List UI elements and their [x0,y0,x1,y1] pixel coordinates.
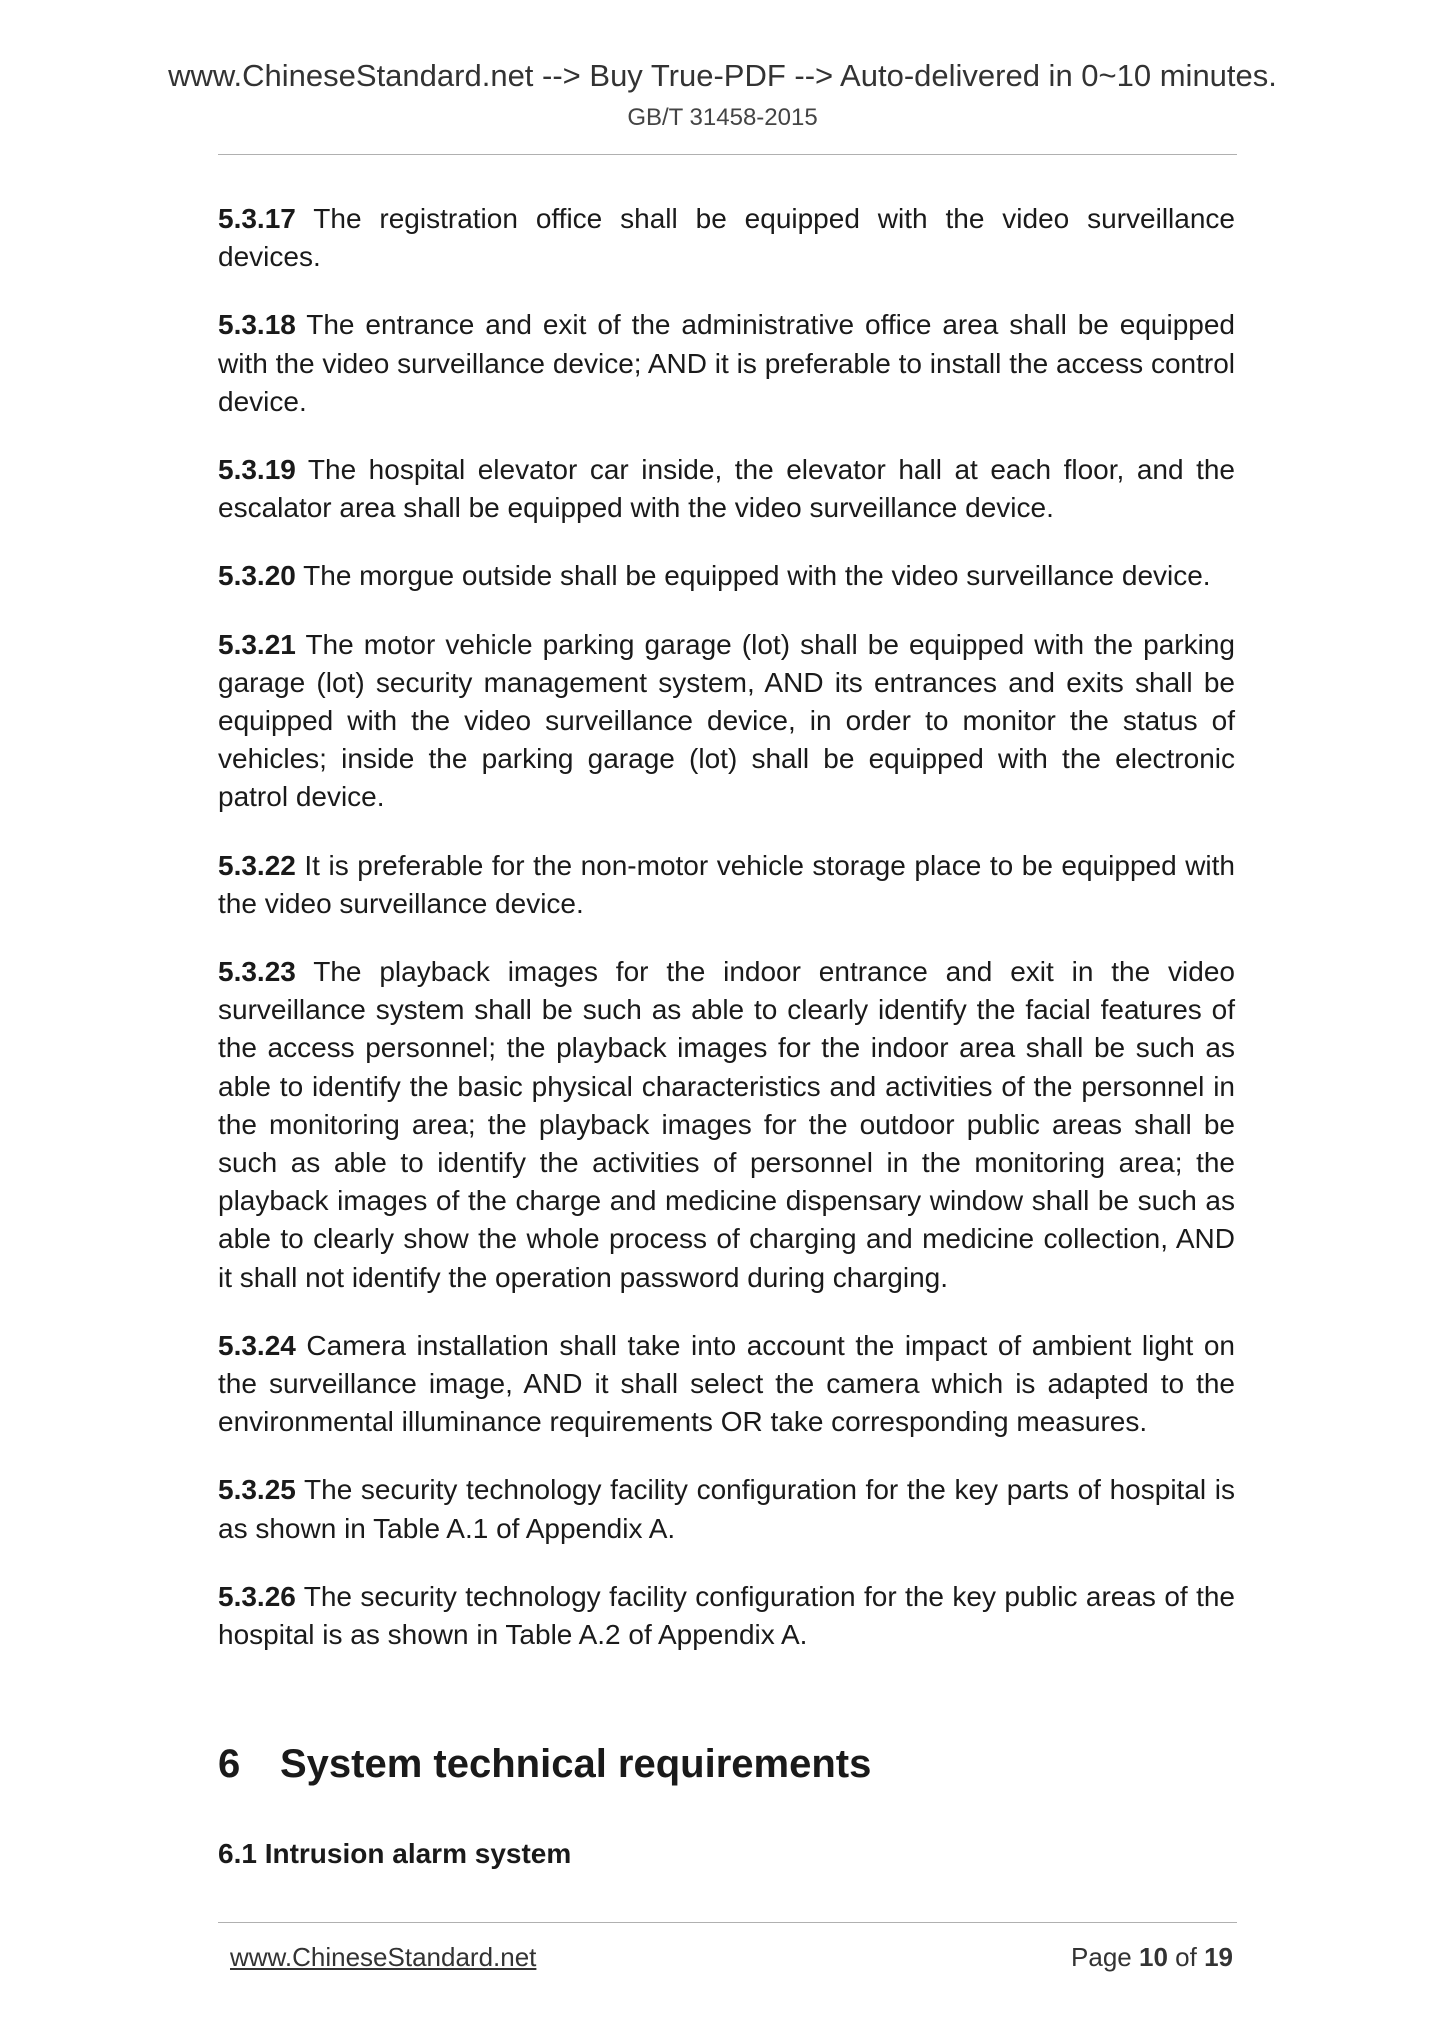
clause-text: The playback images for the indoor entrance and exit in the video surveillance system shall be such as able to clearly identify the facial features of the access personnel; the playback images for the indoor area shall be such as able to identify the basic physical characteristics and activities of the personnel in the monitoring area; the playback images for the outdoor public areas shall be such as able to identify the activities of personnel in the monitoring area; the playback images of the charge and medicine dispensary window shall be such as able to clearly show the whole process of charging and medicine collection, AND it shall not identify the operation password during charging. [218,956,1235,1293]
clause-5-3-24 [218,1327,1235,1442]
document-body [218,200,1235,1684]
header-divider [218,154,1237,155]
clause-text: It is preferable for the non-motor vehicle storage place to be equipped with the video surveillance device. [218,849,1235,919]
clause-number: 5.3.20 [218,560,296,592]
clause-5-3-21 [218,626,1235,817]
clause-5-3-25 [218,1471,1235,1547]
clause-number: 5.3.22 [218,849,296,881]
clause-number: 5.3.23 [218,956,296,988]
header-standard-number: GB/T 31458-2015 [627,104,818,131]
section-title: System technical requirements [280,1742,872,1786]
footer-divider [218,1922,1237,1923]
footer-site-link[interactable]: www.ChineseStandard.net [230,1942,537,1972]
section-number: 6 [218,1742,241,1786]
clause-5-3-19 [218,451,1235,527]
page-prefix: Page [1071,1942,1132,1972]
clause-text: The security technology facility configuration for the key public areas of the hospital is as shown in Table A.2 of Appendix A. [218,1580,1235,1651]
clause-text: The registration office shall be equipped with the video surveillance devices. [218,203,1235,273]
clause-5-3-20 [218,557,1235,595]
clause-number: 5.3.25 [218,1474,296,1506]
clause-text: The motor vehicle parking garage (lot) shall be equipped with the parking garage (lot) security management system, AND its entrances and exits shall be equipped with the video surveillance device, in order to monitor the status of vehicles; inside the parking garage (lot) shall be equipped with the electronic patrol device. [218,628,1235,813]
clause-number: 5.3.18 [218,309,296,341]
clause-5-3-26 [218,1578,1235,1654]
clause-5-3-22 [218,847,1235,923]
clause-text: The hospital elevator car inside, the elevator hall at each floor, and the escalator area shall be equipped with the video surveillance device. [218,454,1235,524]
clause-text: Camera installation shall take into account the impact of ambient light on the surveillance image, AND it shall select the camera which is adapted to the environmental illuminance requirements OR take corresponding measures. [218,1329,1235,1438]
clause-5-3-17 [218,200,1235,276]
clause-number: 5.3.17 [218,203,296,234]
clause-number: 5.3.21 [218,628,296,660]
page-total: 19 [1204,1942,1233,1972]
subsection-heading: 6.1 Intrusion alarm system [218,1838,572,1869]
footer-page-indicator [1071,1942,1233,1973]
clause-text: The security technology facility configuration for the key parts of hospital is as shown in Table A.1 of Appendix A. [218,1474,1235,1544]
page-of: of [1175,1942,1197,1972]
clause-number: 5.3.24 [218,1329,296,1361]
clause-text: The morgue outside shall be equipped with the video surveillance device. [303,560,1211,592]
clause-text: The entrance and exit of the administrative office area shall be equipped with the video surveillance device; AND it is preferable to install the access control device. [218,309,1235,417]
header-promo-line: www.ChineseStandard.net --> Buy True-PDF --> Auto-delivered in 0~10 minutes. [168,58,1277,93]
page-current: 10 [1139,1942,1168,1972]
clause-number: 5.3.19 [218,454,296,486]
section-heading [218,1742,871,1787]
clause-number: 5.3.26 [218,1580,296,1612]
clause-5-3-18 [218,306,1235,421]
clause-5-3-23 [218,953,1235,1297]
